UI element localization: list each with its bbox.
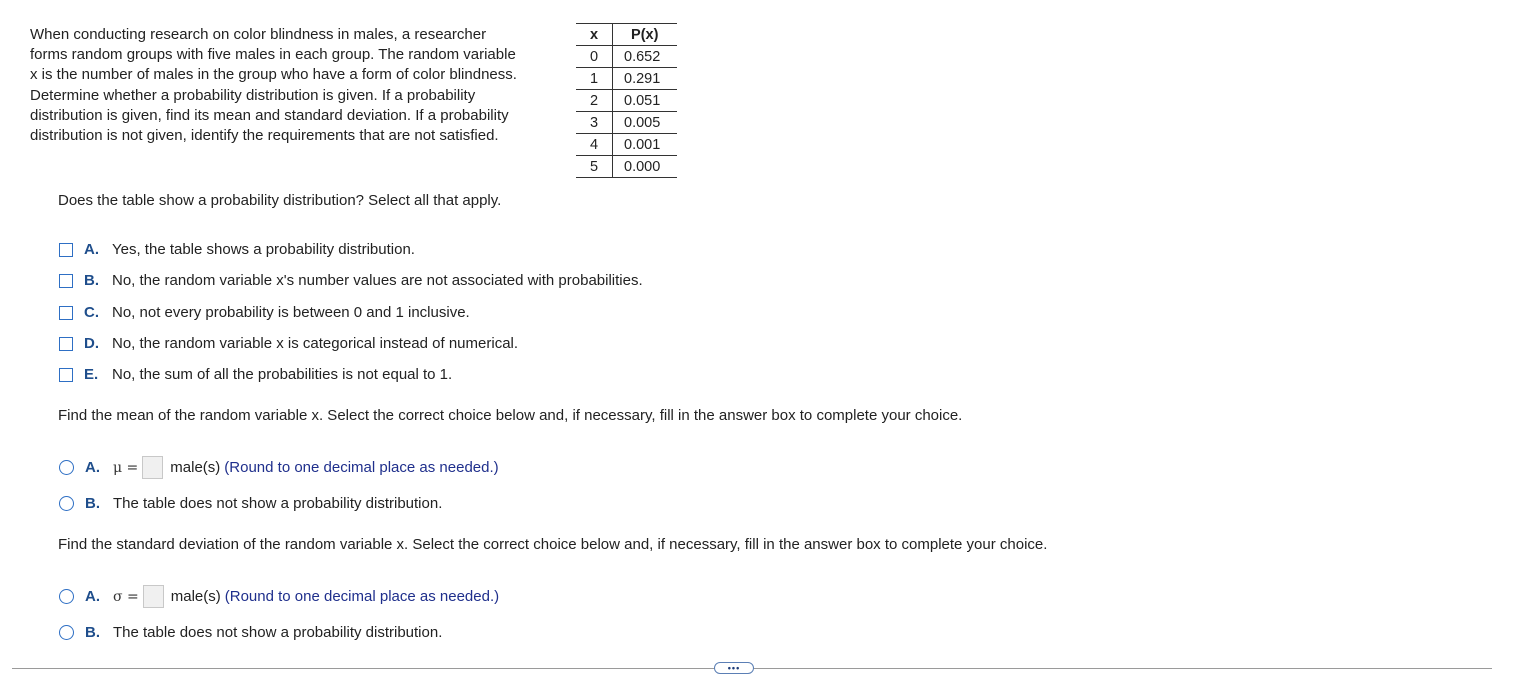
option-text: No, not every probability is between 0 and 1 inclusive. (112, 304, 470, 321)
checkbox[interactable] (59, 337, 73, 351)
table-cell-px: 0.291 (613, 68, 677, 90)
table-cell-px: 0.000 (613, 156, 677, 178)
sd-answer-box[interactable] (143, 585, 164, 608)
problem-line: Determine whether a probability distribution is given. If a probability (30, 86, 476, 104)
table-header-px: P(x) (613, 24, 677, 46)
radio-button[interactable] (59, 625, 74, 640)
table-cell-px: 0.001 (613, 134, 677, 156)
table-cell-x: 2 (576, 90, 613, 112)
table-header-x: x (576, 24, 613, 46)
sigma-symbol: σ = (113, 588, 139, 605)
option-letter: A. (84, 241, 99, 258)
mean-answer-box[interactable] (142, 456, 163, 479)
q3-option-a[interactable] (59, 585, 499, 608)
table-cell-px: 0.051 (613, 90, 677, 112)
option-text: No, the random variable x is categorical instead of numerical. (112, 335, 519, 352)
radio-button[interactable] (59, 589, 74, 604)
option-text: No, the sum of all the probabilities is not equal to 1. (112, 366, 453, 383)
table-row (576, 156, 677, 178)
option-letter: B. (85, 624, 100, 641)
rounding-hint: (Round to one decimal place as needed.) (224, 459, 499, 476)
problem-line: When conducting research on color blindness in males, a researcher (30, 26, 487, 43)
ellipsis-icon: ••• (727, 662, 741, 673)
problem-line: distribution is given, find its mean and standard deviation. If a probability (30, 106, 509, 124)
option-letter: E. (84, 366, 99, 383)
table-cell-px: 0.652 (613, 46, 677, 68)
q3-option-b[interactable] (59, 624, 442, 641)
q1-option-b[interactable] (59, 272, 643, 289)
q1-option-c[interactable] (59, 304, 470, 321)
q1-option-a[interactable] (59, 241, 415, 258)
option-text: Yes, the table shows a probability distribution. (112, 241, 415, 258)
table-row (576, 46, 677, 68)
table-header-row (576, 24, 677, 46)
more-options-button[interactable] (714, 662, 754, 674)
q2-option-a[interactable] (59, 456, 499, 479)
checkbox[interactable] (59, 274, 73, 288)
table-cell-x: 4 (576, 134, 613, 156)
problem-line: forms random groups with five males in each group. The random variable (30, 46, 516, 64)
option-letter: A. (85, 459, 100, 476)
radio-button[interactable] (59, 496, 74, 511)
table-row (576, 68, 677, 90)
table-cell-x: 3 (576, 112, 613, 134)
option-letter: A. (85, 588, 100, 605)
probability-table (576, 23, 677, 178)
mu-symbol: μ = (113, 459, 139, 476)
rounding-hint: (Round to one decimal place as needed.) (224, 588, 500, 605)
checkbox[interactable] (59, 368, 73, 382)
radio-button[interactable] (59, 460, 74, 475)
q1-option-d[interactable] (59, 335, 518, 352)
unit-label: male(s) (170, 459, 221, 476)
problem-line: distribution is not given, identify the requirements that are not satisfied. (30, 127, 499, 145)
table-row (576, 90, 677, 112)
option-letter: B. (84, 272, 99, 289)
problem-statement (30, 25, 570, 146)
table-cell-px: 0.005 (613, 112, 677, 134)
unit-label: male(s) (170, 588, 221, 605)
option-text: The table does not show a probability distribution. (113, 495, 443, 512)
option-text: The table does not show a probability distribution. (113, 624, 443, 641)
question-1-prompt: Does the table show a probability distribution? Select all that apply. (58, 192, 502, 209)
option-text: No, the random variable x's number values are not associated with probabilities. (112, 272, 643, 289)
table-cell-x: 5 (576, 156, 613, 178)
q2-option-b[interactable] (59, 495, 442, 512)
option-letter: B. (85, 495, 100, 512)
option-letter: C. (84, 304, 99, 321)
question-2-prompt: Find the mean of the random variable x. Select the correct choice below and, if necessary, fill in the answer box to complete your choice. (58, 407, 963, 424)
table-cell-x: 0 (576, 46, 613, 68)
problem-line: x is the number of males in the group who have a form of color blindness. (30, 66, 517, 84)
option-letter: D. (84, 335, 99, 352)
checkbox[interactable] (59, 243, 73, 257)
table-row (576, 134, 677, 156)
q1-option-e[interactable] (59, 366, 452, 383)
table-cell-x: 1 (576, 68, 613, 90)
question-3-prompt: Find the standard deviation of the random variable x. Select the correct choice below and, if necessary, fill in the answer box to complete your choice. (58, 536, 1048, 553)
table-row (576, 112, 677, 134)
checkbox[interactable] (59, 306, 73, 320)
